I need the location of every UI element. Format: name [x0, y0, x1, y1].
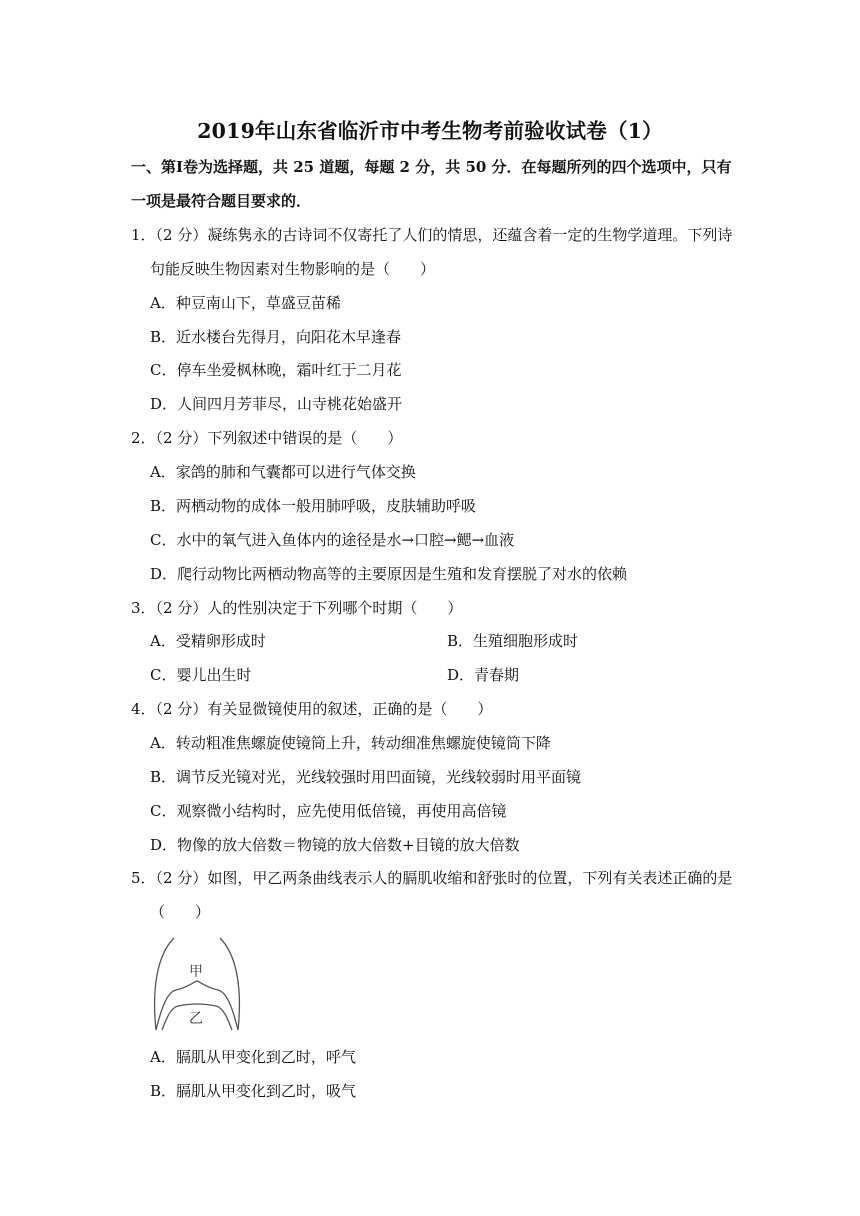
question-1-option-c: C．停车坐爱枫林晚，霜叶红于二月花	[150, 361, 402, 379]
question-3-option-b: B．生殖细胞形成时	[447, 632, 579, 650]
question-3-option-c: C．婴儿出生时	[150, 666, 252, 684]
question-2-stem: 2．（2 分）下列叙述中错误的是（ ）	[131, 429, 403, 447]
question-4-option-c: C．观察微小结构时，应先使用低倍镜，再使用高倍镜	[150, 802, 507, 820]
label-yi: 乙	[189, 1011, 203, 1027]
section-instructions-line-2: 一项是最符合题目要求的．	[131, 192, 312, 210]
question-5-stem-line-1: 5．（2 分）如图，甲乙两条曲线表示人的膈肌收缩和舒张时的位置，下列有关表述正确的是	[131, 869, 733, 887]
diaphragm-diagram	[150, 934, 242, 1034]
question-1-option-d: D．人间四月芳菲尽，山寺桃花始盛开	[150, 395, 403, 413]
question-2-option-d: D．爬行动物比两栖动物高等的主要原因是生殖和发育摆脱了对水的依赖	[150, 565, 628, 583]
page-title: 2019年山东省临沂市中考生物考前验收试卷（1）	[197, 119, 663, 143]
question-4-option-a: A．转动粗准焦螺旋使镜筒上升，转动细准焦螺旋使镜筒下降	[150, 734, 551, 752]
question-1-stem-line-1: 1．（2 分）凝练隽永的古诗词不仅寄托了人们的情思，还蕴含着一定的生物学道理。下列诗	[131, 226, 733, 244]
question-3-stem: 3．（2 分）人的性别决定于下列哪个时期（ ）	[131, 599, 463, 617]
question-4-option-b: B．调节反光镜对光，光线较强时用凹面镜，光线较弱时用平面镜	[150, 768, 582, 786]
question-5-stem-line-2: （ ）	[150, 903, 211, 921]
question-2-option-a: A．家鸽的肺和气囊都可以进行气体交换	[150, 463, 416, 481]
question-1-option-b: B．近水楼台先得月，向阳花木早逢春	[150, 328, 402, 346]
question-2-option-c: C．水中的氧气进入鱼体内的途径是水→口腔→鳃→血液	[150, 531, 515, 549]
question-5-option-a: A．膈肌从甲变化到乙时，呼气	[150, 1048, 356, 1066]
question-5-option-b: B．膈肌从甲变化到乙时，吸气	[150, 1082, 357, 1100]
question-2-option-b: B．两栖动物的成体一般用肺呼吸，皮肤辅助呼吸	[150, 497, 477, 515]
question-4-stem: 4．（2 分）有关显微镜使用的叙述，正确的是（ ）	[131, 700, 493, 718]
question-3-option-a: A．受精卵形成时	[150, 632, 266, 650]
question-4-option-d: D．物像的放大倍数＝物镜的放大倍数+目镜的放大倍数	[150, 836, 520, 854]
question-3-option-d: D．青春期	[447, 666, 520, 684]
question-1-stem-line-2: 句能反映生物因素对生物影响的是（ ）	[150, 260, 436, 278]
question-1-option-a: A．种豆南山下，草盛豆苗稀	[150, 294, 341, 312]
label-jia: 甲	[189, 964, 203, 980]
section-instructions-line-1: 一、第Ⅰ卷为选择题，共 25 道题，每题 2 分，共 50 分．在每题所列的四个选项中，只有	[131, 158, 732, 176]
